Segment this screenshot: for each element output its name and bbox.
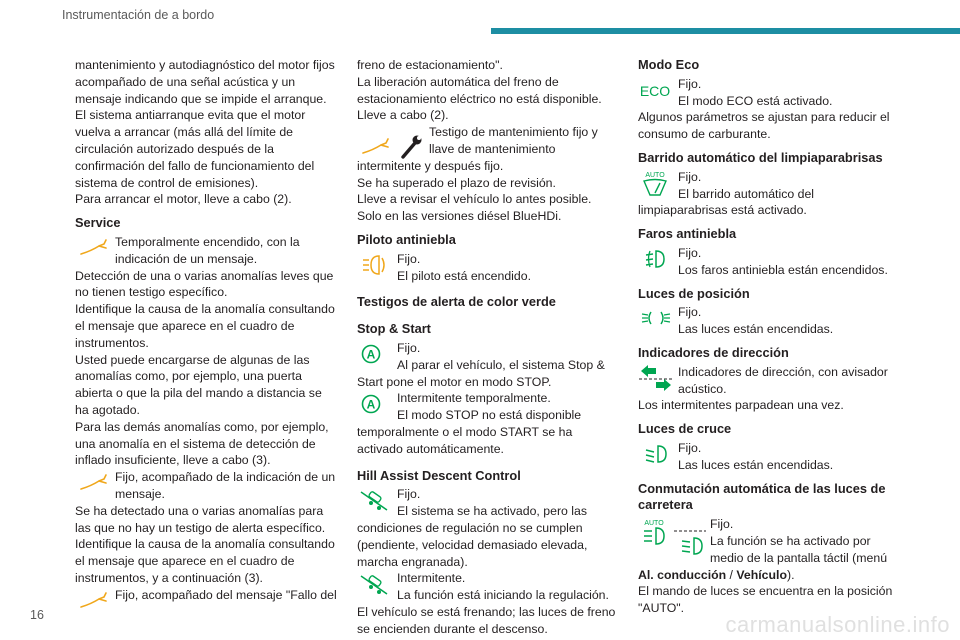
- service-entry-1: [75, 234, 337, 268]
- low-beam-entry: [638, 440, 900, 474]
- paragraph: Las luces están encendidas.: [678, 322, 834, 337]
- paragraph: La liberación automática del freno de estacionamiento eléctrico no está disponible.: [357, 74, 602, 106]
- column-2: [357, 57, 619, 638]
- service-entry-3: [75, 587, 337, 604]
- paragraph: La función está iniciando la regulación.: [397, 588, 609, 603]
- paragraph: mantenimiento y autodiagnóstico del motor fijos acompañado de una señal acústica y un mensaje indicando que se impide el arranque.: [75, 58, 335, 106]
- service-wrench-icon: [75, 234, 113, 264]
- front-fog-light-icon: [638, 245, 676, 275]
- eco-icon: [638, 76, 676, 106]
- paragraph: Fijo.: [678, 169, 702, 184]
- maintenance-entry: [357, 124, 619, 174]
- auto-high-beam-icon: [638, 516, 708, 564]
- maintenance-wrench-icon: [357, 124, 427, 156]
- rear-fog-light-icon: [357, 251, 395, 281]
- heading-hadc: Hill Assist Descent Control: [357, 467, 521, 483]
- heading-stop-start: Stop & Start: [357, 321, 431, 337]
- paragraph: El modo STOP no está disponible temporalmente o el modo START se ha activado automáticamente.: [357, 408, 582, 456]
- paragraph: El mando de luces se encuentra en la posición "AUTO".: [638, 584, 893, 616]
- paragraph: Algunos parámetros se ajustan para reducir el consumo de carburante.: [638, 110, 890, 142]
- paragraph: El piloto está encendido.: [397, 268, 531, 283]
- header-accent-bar: [491, 28, 960, 34]
- paragraph: Detección de una o varias anomalías leves que no tienen testigo específico.: [75, 268, 334, 300]
- svg-text:A: A: [366, 397, 376, 412]
- heading-service: Service: [75, 215, 121, 231]
- paragraph: freno de estacionamiento".: [357, 58, 503, 72]
- paragraph: Se ha superado el plazo de revisión.: [357, 175, 556, 190]
- heading-green-alerts: Testigos de alerta de color verde: [357, 294, 556, 310]
- auto-wiper-entry: [638, 169, 900, 219]
- turn-indicator-arrows-icon: [638, 364, 676, 394]
- paragraph: Fijo.: [678, 245, 702, 260]
- paragraph: Se ha detectado una o varias anomalías para las que no hay un testigo de alerta específico.: [75, 503, 326, 535]
- watermark: carmanualsonline.info: [725, 612, 950, 637]
- service-wrench-icon: [75, 469, 113, 499]
- heading-auto-wiper: Barrido automático del limpiaparabrisas: [638, 149, 883, 165]
- heading-turn-indicators: Indicadores de dirección: [638, 344, 789, 360]
- stop-start-icon: [357, 390, 395, 420]
- auto-high-beam-entry: [638, 516, 900, 583]
- heading-fog-lights: Faros antiniebla: [638, 226, 737, 242]
- menu-driving-label: Al. conducción: [638, 567, 727, 582]
- paragraph: Al parar el vehículo, el sistema Stop & Start pone el motor en modo STOP.: [357, 357, 605, 389]
- paragraph: Solo en las versiones diésel BlueHDi.: [357, 209, 562, 224]
- heading-eco: Modo Eco: [638, 57, 700, 72]
- paragraph: Para arrancar el motor, lleve a cabo (2).: [75, 192, 292, 207]
- service-entry-2: [75, 469, 337, 503]
- paragraph: Fijo.: [678, 76, 702, 91]
- auto-text-sep: /: [726, 567, 737, 582]
- paragraph: Identifique la causa de la anomalía consultando el mensaje que aparece en el cuadro de instrumentos.: [75, 302, 335, 350]
- paragraph: El barrido automático del limpiaparabrisas está activado.: [638, 186, 815, 218]
- auto-high-beam-icon-text: AUTO: [644, 520, 664, 528]
- hill-descent-icon: [357, 486, 395, 516]
- auto-text-2: ).: [786, 567, 795, 582]
- column-3: [638, 57, 900, 617]
- paragraph: Fijo.: [678, 305, 702, 320]
- service-wrench-icon: [75, 587, 113, 617]
- paragraph: Fijo, acompañado de la indicación de un mensaje.: [115, 470, 336, 501]
- paragraph: Lleve a revisar el vehículo lo antes posible.: [357, 192, 592, 207]
- paragraph: Lleve a cabo (2).: [357, 108, 449, 123]
- hill-descent-icon: [357, 570, 395, 600]
- stop-start-icon: [357, 340, 395, 370]
- fog-lights-entry: [638, 245, 900, 279]
- paragraph: Testigo de mantenimiento fijo y llave de mantenimiento intermitente y después fijo.: [357, 125, 598, 173]
- paragraph: Fijo.: [678, 440, 702, 455]
- paragraph: Fijo.: [397, 487, 421, 502]
- stop-start-entry-2: [357, 390, 619, 457]
- paragraph: El sistema antiarranque evita que el motor vuelva a arrancar (más allá del límite de circulación autorizado después de la confirmación del fallo de funcionamiento del sistema de control de emisiones).: [75, 108, 315, 190]
- hadc-entry-1: [357, 486, 619, 570]
- page-number: 16: [30, 608, 44, 622]
- position-lights-entry: [638, 304, 900, 338]
- paragraph: Intermitente temporalmente.: [397, 391, 551, 406]
- paragraph: Temporalmente encendido, con la indicación de un mensaje.: [115, 234, 300, 266]
- svg-text:A: A: [366, 347, 376, 362]
- paragraph: Fijo.: [710, 517, 734, 532]
- turn-indicators-entry: [638, 364, 900, 398]
- paragraph: El modo ECO está activado.: [678, 93, 833, 108]
- paragraph: El sistema se ha activado, pero las condiciones de regulación no se cumplen (pendiente, velocidad demasiado elevada, marcha engranada).: [357, 504, 588, 569]
- paragraph: Las luces están encendidas.: [678, 457, 834, 472]
- rear-fog-entry: [357, 251, 619, 285]
- paragraph: Usted puede encargarse de algunas de las anomalías como, por ejemplo, una puerta abierta o que la pila del mando a distancia se ha agotado.: [75, 352, 322, 417]
- stop-start-entry-1: [357, 340, 619, 390]
- paragraph: Fijo.: [397, 251, 421, 266]
- paragraph: Para las demás anomalías como, por ejemplo, una anomalía en el sistema de detección de inflado insuficiente, lleve a cabo (3).: [75, 419, 329, 468]
- auto-wiper-icon-text: AUTO: [645, 171, 665, 179]
- low-beam-icon: [638, 440, 676, 470]
- heading-position-lights: Luces de posición: [638, 285, 750, 301]
- heading-rear-fog: Piloto antiniebla: [357, 231, 456, 247]
- header-section-title: Instrumentación de a bordo: [62, 8, 215, 22]
- paragraph: Indicadores de dirección, con avisador acústico.: [678, 364, 888, 396]
- paragraph: Los intermitentes parpadean una vez.: [638, 398, 844, 413]
- paragraph: Identifique la causa de la anomalía consultando el mensaje que aparece en el cuadro de instrumentos, y a continuación (3).: [75, 537, 335, 585]
- paragraph: Los faros antiniebla están encendidos.: [678, 262, 888, 277]
- auto-wiper-icon: [638, 169, 676, 199]
- heading-low-beam: Luces de cruce: [638, 421, 732, 437]
- eco-entry: [638, 76, 900, 110]
- column-1: [75, 57, 337, 617]
- paragraph: Fijo.: [397, 340, 421, 355]
- paragraph: Fijo, acompañado del mensaje "Fallo del: [115, 587, 337, 602]
- paragraph: Intermitente.: [397, 571, 466, 586]
- position-lights-icon: [638, 304, 676, 334]
- menu-vehicle-label: Vehículo: [736, 567, 787, 582]
- heading-auto-high-beam: Conmutación automática de las luces de carretera: [638, 480, 886, 513]
- auto-text-1: La función se ha activado por medio de la pantalla táctil (menú: [710, 533, 888, 565]
- paragraph: El vehículo se está frenando; las luces de freno se encienden durante el descenso.: [357, 604, 616, 636]
- hadc-entry-2: [357, 570, 619, 604]
- eco-icon-text: ECO: [639, 82, 671, 99]
